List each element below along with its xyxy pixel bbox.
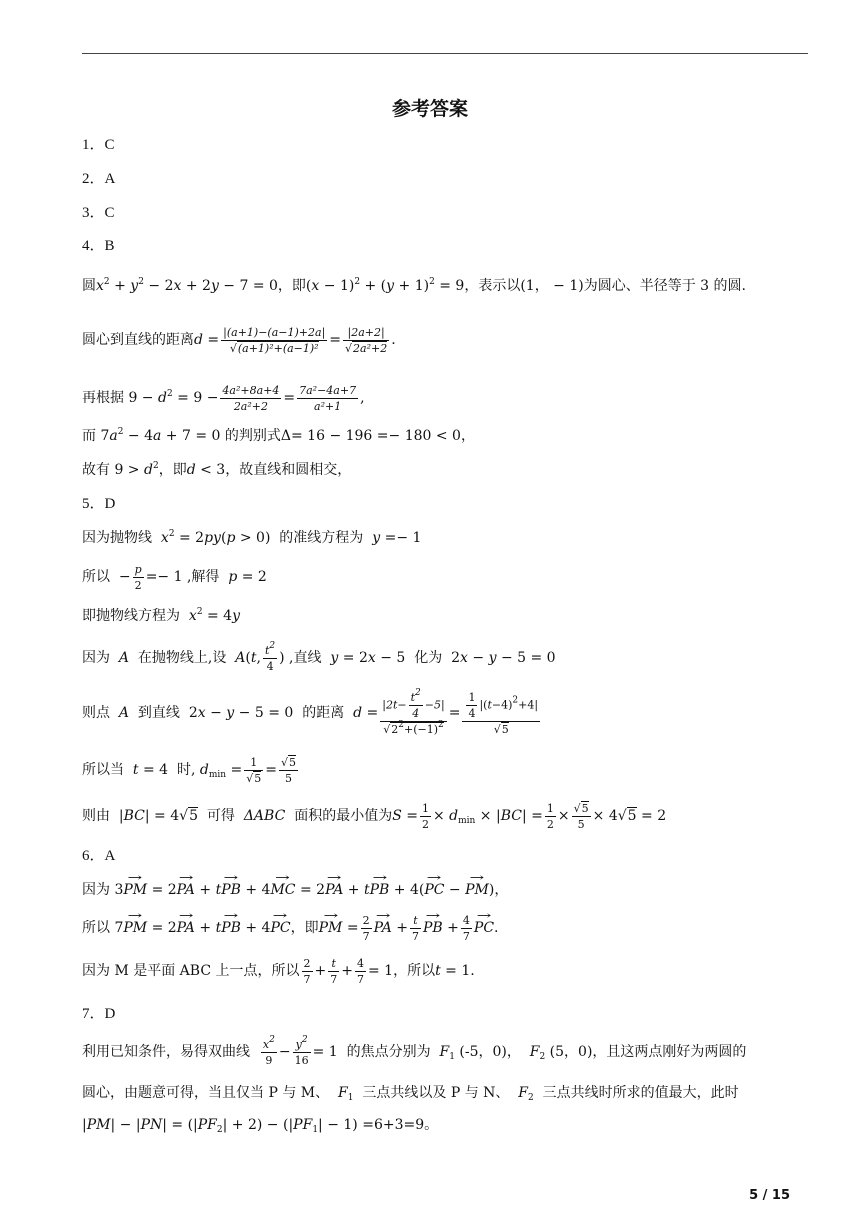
q4-fraction-4: $\frac{\text{7a²−4a+7}}{\text{a²+1}}$ [299, 383, 357, 413]
q5-line-5: 则点 A 到直线 2x − y − 5 = 0 的距离 d = |2t− $\frac{t^2}{4}$ −5| $√2^2+(-1)^2$ = $\frac{1}{4}$ $|(t-4)^2+4|$ √5 [82, 687, 539, 736]
answer-2: 2．A [82, 171, 116, 187]
q5-line-6: 所以当 t = 4 时, $d_{min}$ = $\frac{1}{√5}$ = $\frac{√5}{5}$ [82, 755, 297, 785]
q6-line-1: 因为 3PM → = 2PA → + tPB → + 4MC → = 2PA → + tPB → + 4(PC → − PM →)， [82, 880, 508, 900]
page-number: 5 / 15 [749, 1188, 790, 1203]
answer-7: 7．D [82, 1006, 116, 1022]
q4-line-5: 故有 $9 > d^2$，即d < 3，故直线和圆相交， [82, 461, 352, 478]
answer-4: 4．B [82, 238, 115, 254]
answer-5: 5．D [82, 496, 116, 512]
q4-distance-fraction-1: $\frac{|(a+1)-(a-1)+2a|}{\text{√(a+1)²+(a−1)²}}$ [223, 325, 326, 355]
q5-line-4: 因为 A 在抛物线上,设 A(t, $\frac{t^2}{4}$ ) ,直线 y = 2x − 5 化为 2x − y − 5 = 0 [82, 640, 556, 673]
q4-fraction-3: $\frac{\text{4a²+8a+4}}{\text{2a²+2}}$ [222, 383, 280, 413]
answer-6: 6．A [82, 848, 116, 864]
q5-line-7: 则由 |BC| = 4√5 可得 ΔABC 面积的最小值为S = $\frac{1}{2}$ × $d_{min} \times |BC|$ = $\frac{1}{2}$ × $\frac{√5}{5}$ × 4√5 = 2 [82, 801, 667, 831]
q4-line-1: 圆$x^2 + y^2 - 2x + 2y - 7 = 0$，即$(x - 1)^2 + (y + 1)^2 = 9$，表示以(1， − 1)为圆心、半径等于 3 的圆. [82, 277, 746, 294]
q7-line-1: 利用已知条件，易得双曲线 $\frac{x^2}{9}$ − $\frac{y^2}{16}$ = 1 的焦点分别为 $F_1$ (-5，0)， $F_2$ (5，0)，且这两点刚好为两圆的 [82, 1034, 747, 1067]
q4-line-2-prefix: 圆心到直线的距离 [82, 332, 194, 348]
q4-line-2: 圆心到直线的距离d = $\frac{|(a+1)-(a-1)+2a|}{\text{√(a+1)²+(a−1)²}}$ = $\frac{|2a+2|}{\text{√2a²+2}}$ . [82, 325, 396, 355]
answer-3: 3．C [82, 205, 115, 221]
q4-distance-fraction-2: $\frac{|2a+2|}{\text{√2a²+2}}$ [345, 325, 388, 355]
q6-line-3: 因为 M 是平面 ABC 上一点，所以 $\frac{2}{7}$ + $\frac{t}{7}$ + $\frac{4}{7}$ = 1，所以t = 1. [82, 956, 475, 986]
q5-line-2: 所以 − $\frac{p}{2}$ =− 1 ,解得 p = 2 [82, 562, 267, 592]
q4-line-4: 而 $7a^2 - 4a + 7 = 0$ 的判别式Δ= 16 − 196 =− 180 < 0， [82, 427, 475, 444]
answer-1: 1．C [82, 137, 115, 153]
q4-line-3: 再根据 $9 - d^2 = 9$ − $\frac{\text{4a²+8a+4}}{\text{2a²+2}}$ = $\frac{\text{7a²−4a+7}}{\text{a²+1}}$ , [82, 383, 365, 413]
q7-line-3: $|PM| - |PN| = (|PF_2| + 2) - (|PF_1| - 1) =6+3=9$。 [82, 1117, 439, 1135]
q5-line-3: 即抛物线方程为 $x^2 = 4y$ [82, 607, 241, 624]
q5-line-1: 因为抛物线 $x^2 = 2py(p > 0)$ 的准线方程为 y =− 1 [82, 529, 422, 546]
q7-line-2: 圆心，由题意可得，当且仅当 P 与 M、 $F_1$ 三点共线以及 P 与 N、 $F_2$ 三点共线时所求的值最大，此时 [82, 1085, 739, 1103]
q6-line-2: 所以 7PM → = 2PA → + tPB → + 4PC →，即PM → = $\frac{2}{7}$ PA → + $\frac{t}{7}$ PB → + $\frac{4}{7}$ PC →. [82, 912, 499, 944]
header-rule [82, 53, 808, 54]
page-title: 参考答案 [391, 98, 468, 120]
